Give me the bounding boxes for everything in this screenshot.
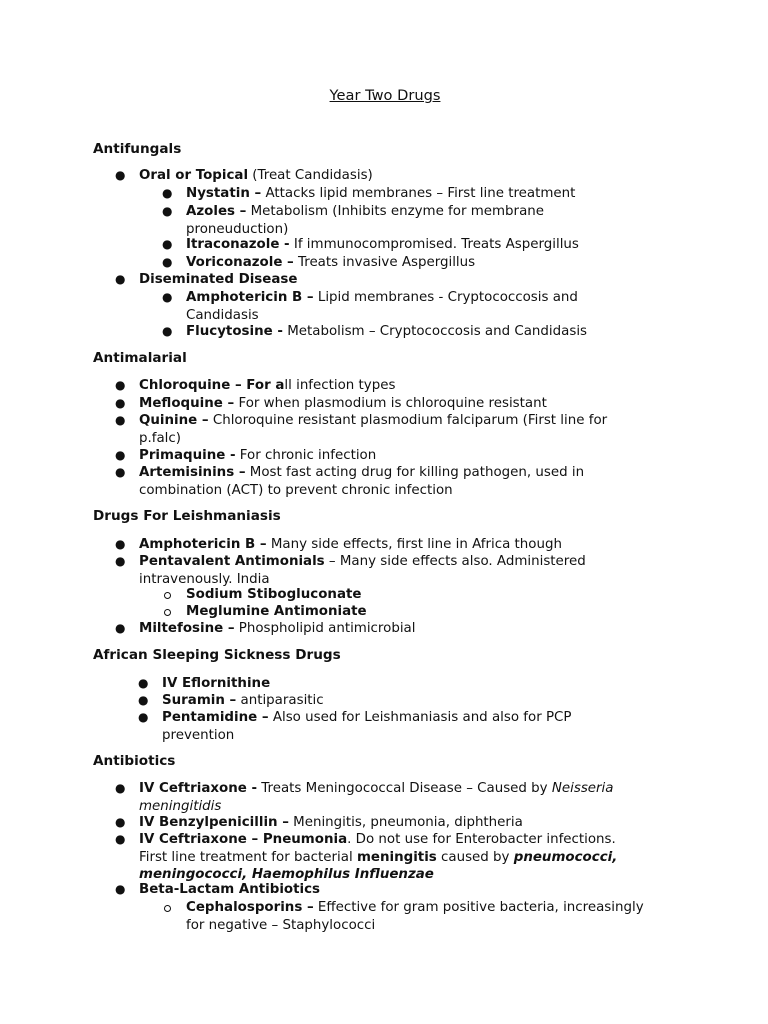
bullet: ●: [162, 290, 173, 304]
list-item: Voriconazole – Treats invasive Aspergillus: [186, 255, 476, 270]
list-item: Miltefosine – Phospholipid antimicrobial: [139, 621, 416, 636]
list-item: Cephalosporins – Effective for gram positive bacteria, increasingly for negative – Staphylococci: [186, 900, 644, 933]
section-heading-antibiotics: Antibiotics: [93, 753, 176, 769]
bullet: ●: [138, 693, 149, 707]
bullet: ●: [162, 255, 173, 269]
bullet: ●: [115, 882, 126, 896]
section-heading-antimalarial: Antimalarial: [93, 350, 187, 366]
list-item: Pentavalent Antimonials – Many side effects also. Administered intravenously. India: [139, 554, 586, 587]
circle-bullet: [164, 592, 171, 599]
bullet: ●: [138, 676, 149, 690]
list-item: Mefloquine – For when plasmodium is chloroquine resistant: [139, 396, 547, 411]
section-heading-leishmaniasis: Drugs For Leishmaniasis: [93, 508, 281, 524]
bullet: ●: [138, 710, 149, 724]
list-item: Itraconazole - If immunocompromised. Treats Aspergillus: [186, 237, 579, 252]
list-item: Artemisinins – Most fast acting drug for killing pathogen, used in combination (ACT) to prevent chronic infection: [139, 465, 585, 498]
list-item: IV Ceftriaxone – Pneumonia. Do not use for Enterobacter infections. First line treatment for bacterial meningitis caused by pneumococci, meningococci, Haemophilus Influenzae: [139, 832, 618, 882]
bullet: ●: [115, 378, 126, 392]
list-item: Flucytosine - Metabolism – Cryptococcosis and Candidasis: [186, 324, 588, 339]
list-item: Primaquine - For chronic infection: [139, 448, 377, 463]
bullet: ●: [115, 832, 126, 846]
list-item: IV Ceftriaxone - Treats Meningococcal Disease – Caused by Neisseria meningitidis: [139, 781, 614, 814]
bullet: ●: [115, 465, 126, 479]
list-item: Meglumine Antimoniate: [186, 604, 367, 619]
bullet: ●: [115, 272, 126, 286]
list-item: Azoles – Metabolism (Inhibits enzyme for membrane proneuduction): [186, 204, 544, 237]
page-title: Year Two Drugs: [329, 87, 441, 104]
list-item: IV Eflornithine: [162, 676, 271, 691]
list-item: Quinine – Chloroquine resistant plasmodium falciparum (First line for p.falc): [139, 413, 608, 446]
bullet: ●: [162, 204, 173, 218]
list-item: Amphotericin B – Lipid membranes - Cryptococcosis and Candidasis: [186, 290, 578, 323]
bullet: ●: [115, 448, 126, 462]
bullet: ●: [115, 396, 126, 410]
section-heading-sleeping-sickness: African Sleeping Sickness Drugs: [93, 647, 341, 663]
bullet: ●: [115, 537, 126, 551]
bullet: ●: [115, 815, 126, 829]
list-item: Beta-Lactam Antibiotics: [139, 882, 321, 897]
circle-bullet: [164, 905, 171, 912]
list-item: Chloroquine – For all infection types: [139, 378, 396, 393]
bullet: ●: [115, 554, 126, 568]
bullet: ●: [162, 237, 173, 251]
bullet: ●: [162, 324, 173, 338]
list-item: Diseminated Disease: [139, 272, 298, 287]
bullet: ●: [115, 413, 126, 427]
bullet: ●: [115, 621, 126, 635]
list-item: Pentamidine – Also used for Leishmaniasis and also for PCP prevention: [162, 710, 572, 743]
section-heading-antifungals: Antifungals: [93, 141, 182, 157]
circle-bullet: [164, 609, 171, 616]
list-item: Suramin – antiparasitic: [162, 693, 324, 708]
list-item: Amphotericin B – Many side effects, first line in Africa though: [139, 537, 562, 552]
list-item: Nystatin – Attacks lipid membranes – First line treatment: [186, 186, 576, 201]
list-item: IV Benzylpenicillin – Meningitis, pneumonia, diphtheria: [139, 815, 523, 830]
bullet: ●: [115, 781, 126, 795]
list-item: Oral or Topical (Treat Candidasis): [139, 168, 373, 183]
bullet: ●: [115, 168, 126, 182]
bullet: ●: [162, 186, 173, 200]
list-item: Sodium Stibogluconate: [186, 587, 362, 602]
